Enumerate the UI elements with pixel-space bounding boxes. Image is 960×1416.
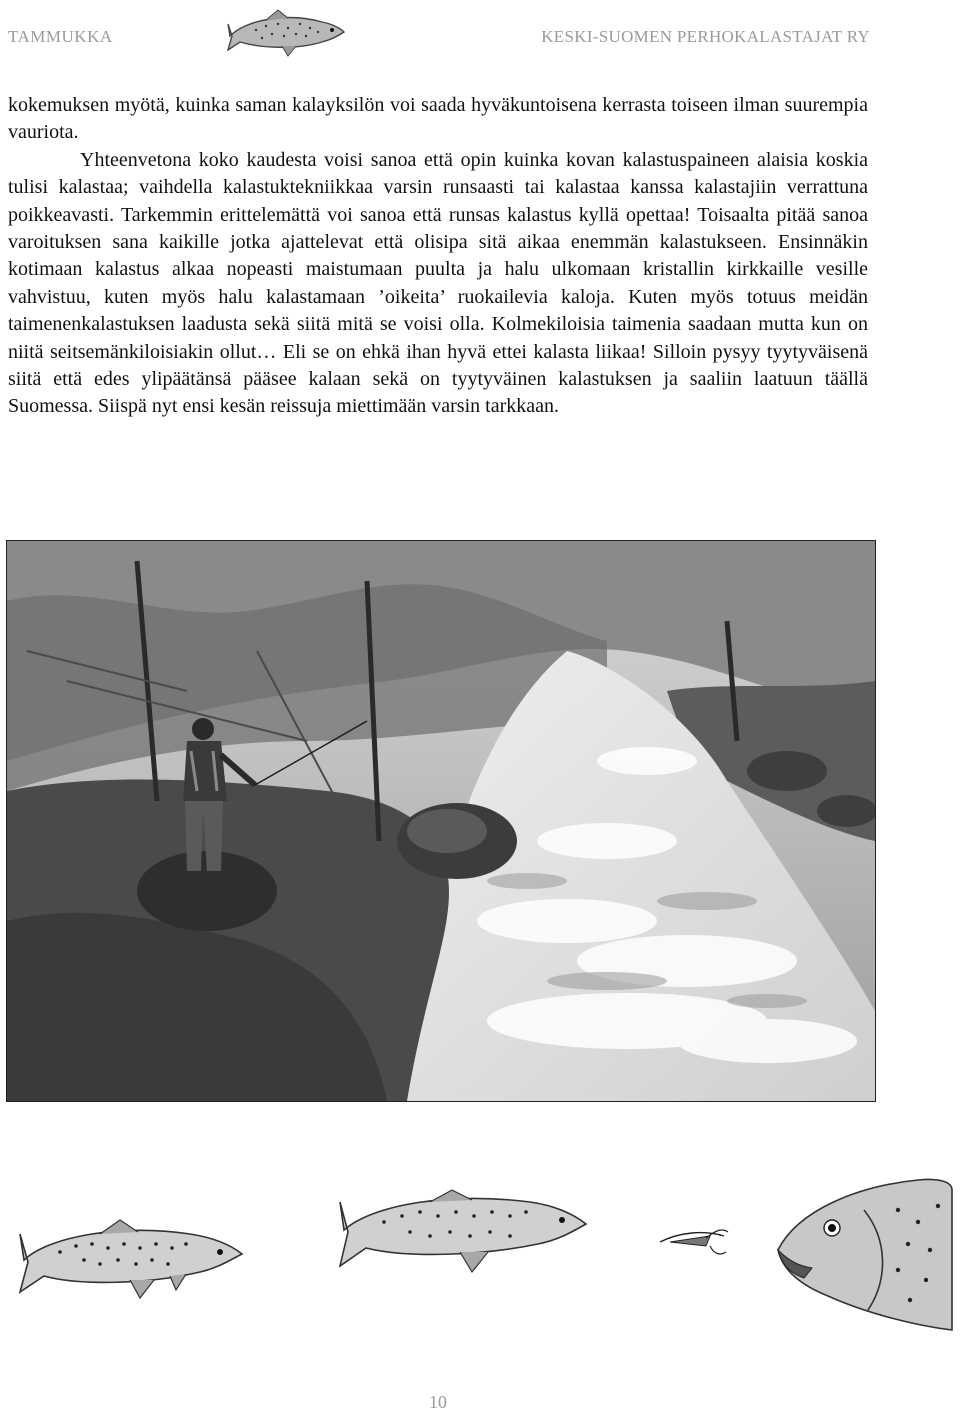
paragraph: kokemuksen myötä, kuinka saman kalayksilön voi saada hyväkuntoisena kerrasta toiseen ilman suurempia vauriota. [8,94,868,144]
trout-head-icon [778,1179,952,1330]
fly-fisherman-river-rapids-photo [7,541,875,1101]
article-body [8,92,868,421]
page-header [0,0,960,72]
paragraph: Yhteenvetona koko kaudesta voisi sanoa että opin kuinka kovan kalastuspaineen alaisia koskia tulisi kalastaa; vaihdella kalastuktekniikkaa varsin runsaasti tai kalastaa kanssa kalastajiin verrattuna poikkeavasti. Tarkemmin erittelemättä voi sanoa että runsas kalastus kyllä opettaa! Toisaalta pitää sanoa varoituksen sana kaikille jotka ajattelevat että olisipa sitä aikaa enemmän kalastukseen. Ensinnäkin kotimaan kalastus alkaa nopeasti maistumaan puulta ja halu ulkomaan kristallin kirkkaille vesille vahvistuu, kuten myös halu kalastamaan ’oikeita’ ruokailevia kaloja. Kuten myös totuus meidän taimenenkalastuksen laadusta sekä siitä mitä se voisi olla. Kolmekiloisia taimenia saadaan mutta kun on niitä seitsemänkiloisiakin ollut… Eli se on ehkä ihan hyvä ettei kalasta liikaa! Silloin pysyy tyytyväisenä siitä että edes ylipäätänsä pääsee kalaan sekä on tyytyväinen kalastuksen ja saaliin laatuun täällä Suomessa. Siispä nyt ensi kesän reissuja miettimään varsin tarkkaan. [8,148,868,418]
decorative-fish-strip [0,1150,960,1340]
header-club-name: KESKI-SUOMEN PERHOKALASTAJAT RY [541,27,870,46]
trout-fish-icon [20,1220,242,1298]
header-magazine-title: TAMMUKKA [8,27,113,46]
page-number-value: 10 [429,1392,447,1412]
trout-fish-icon [340,1190,586,1272]
trout-fish-icon [226,6,352,58]
page-number [0,1392,960,1413]
fishing-fly-icon [660,1230,728,1254]
river-photo [6,540,876,1102]
